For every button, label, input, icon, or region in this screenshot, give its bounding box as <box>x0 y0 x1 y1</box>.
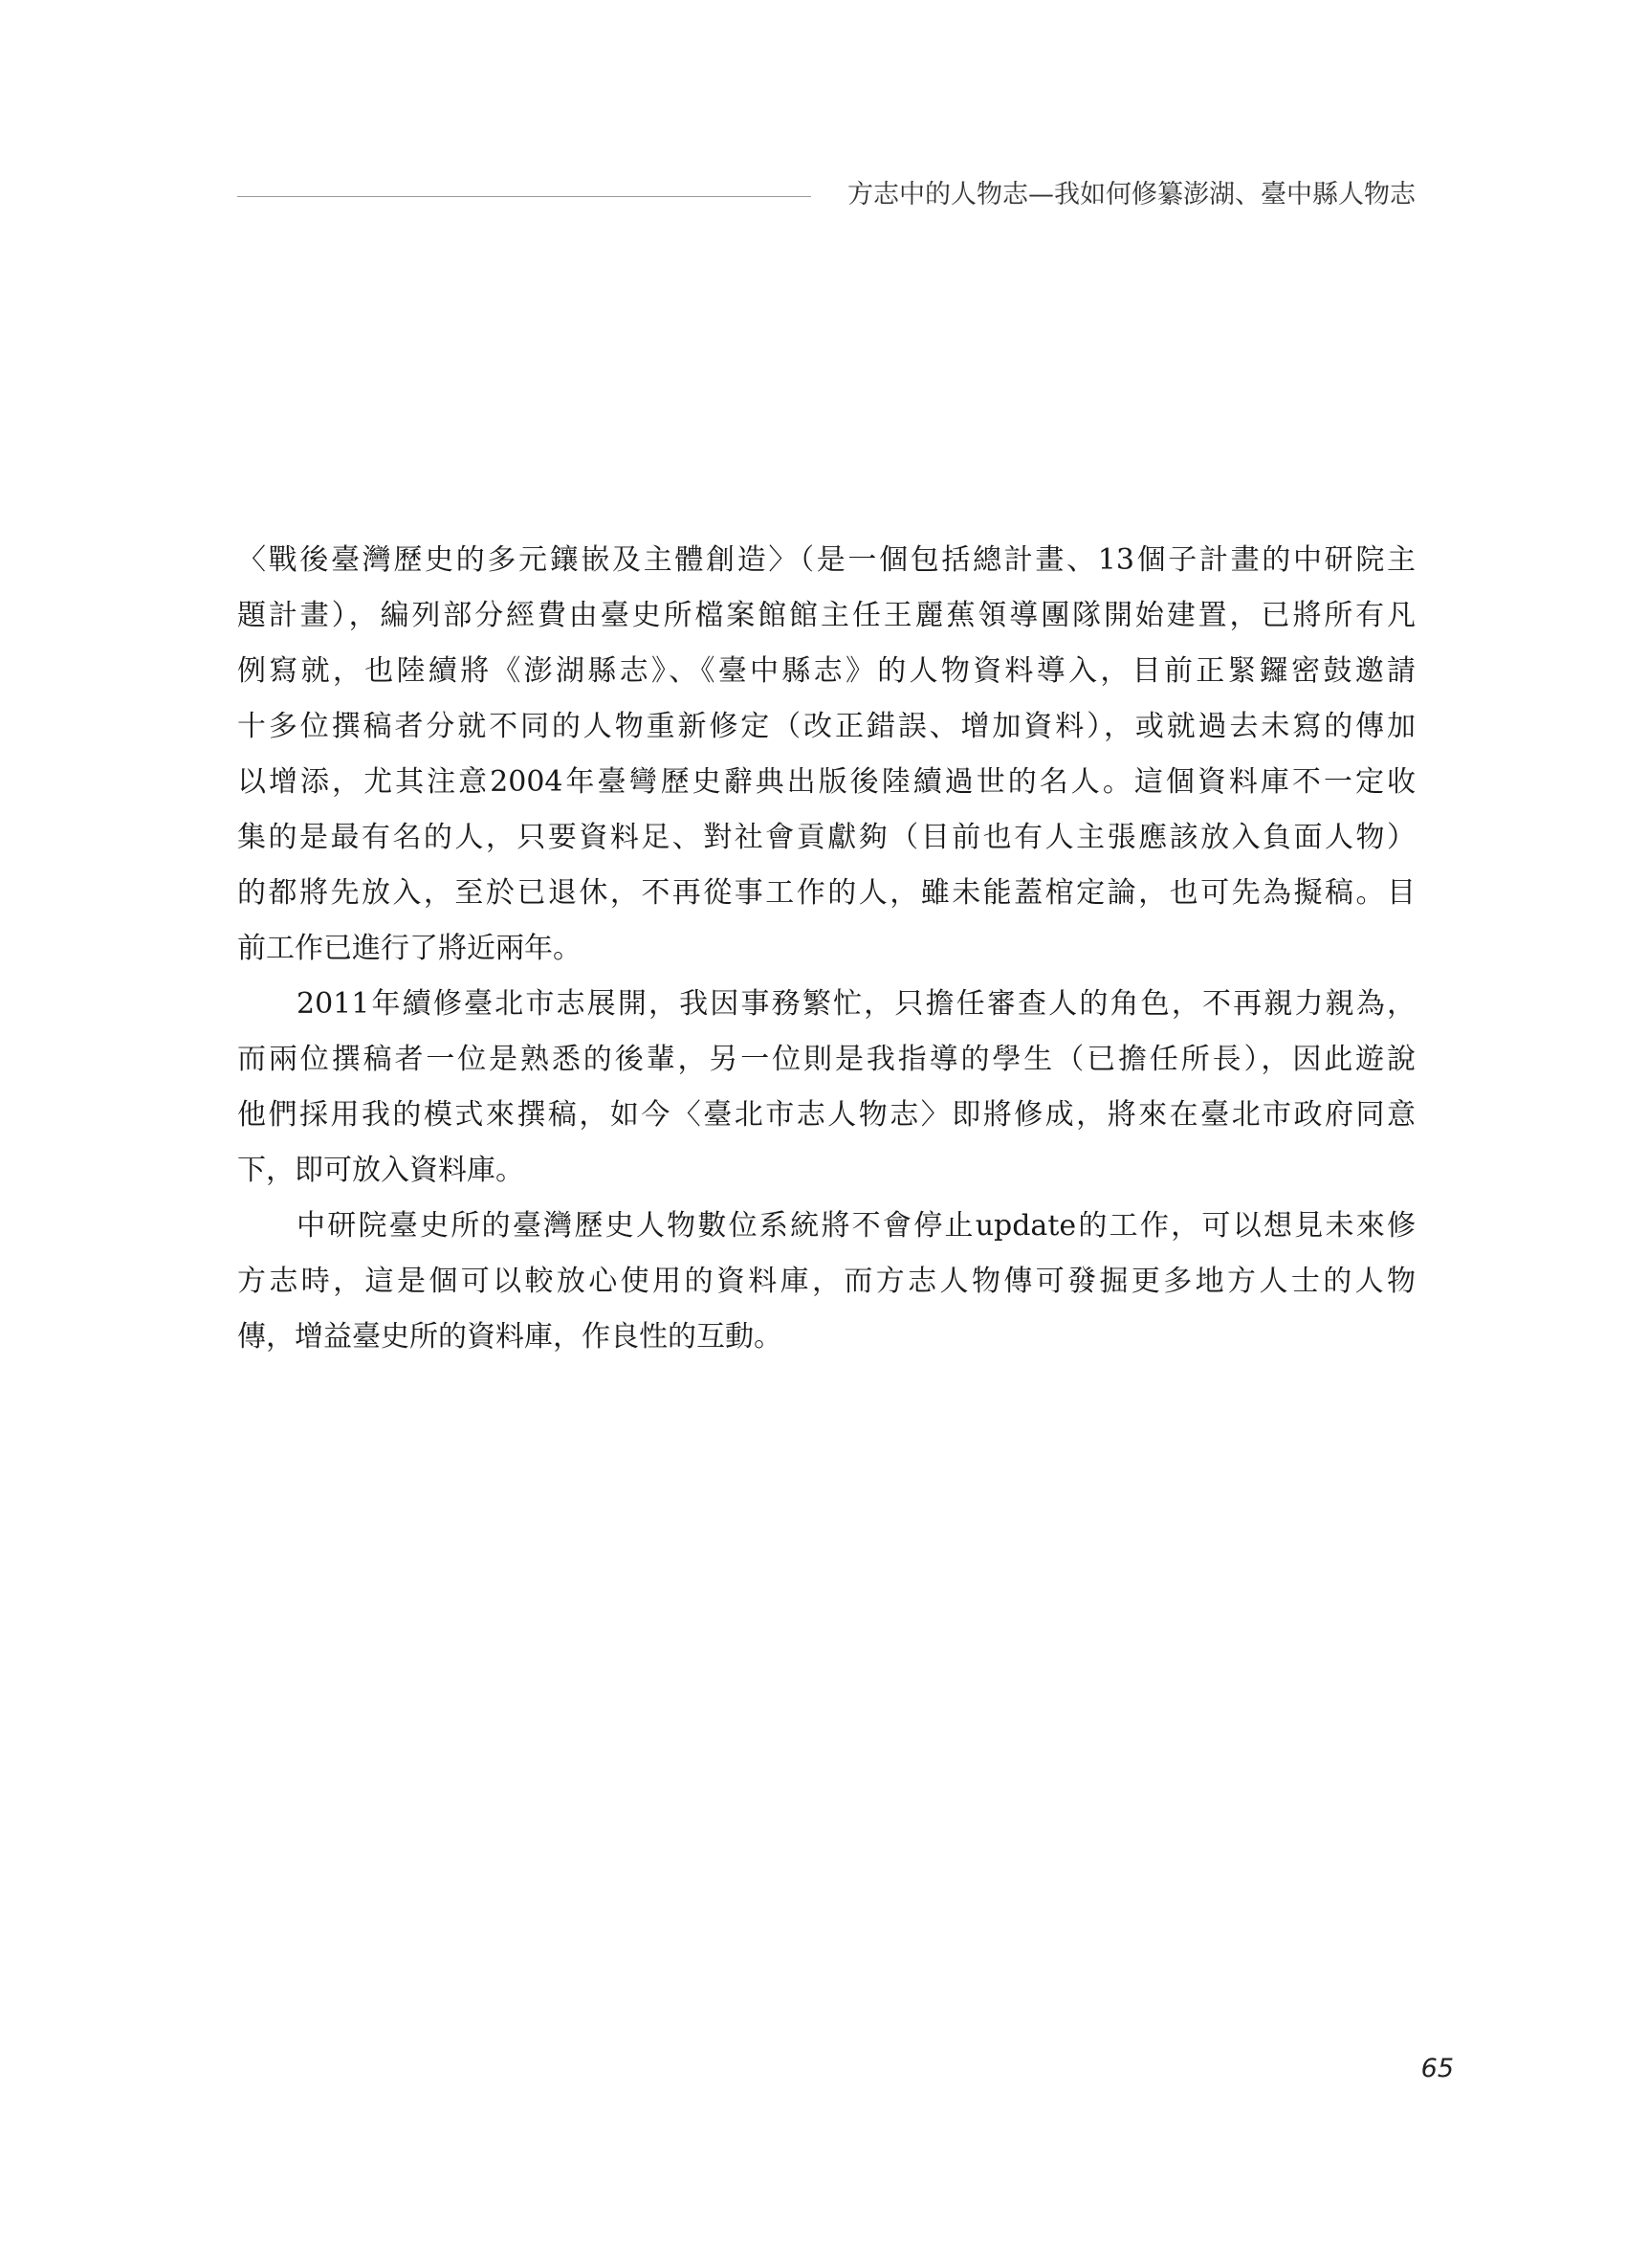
paragraph-line: 傳，增益臺史所的資料庫，作良性的互動。 <box>237 1320 782 1354</box>
page-number: 65 <box>1420 2054 1454 2083</box>
paragraph-line: 下，即可放入資料庫。 <box>237 1154 524 1187</box>
paragraph-line: 的都將先放入，至於已退休，不再從事工作的人，雖未能蓋棺定論，也可先為擬稿。目 <box>237 876 1416 910</box>
paragraph-line: 前工作已進行了將近兩年。 <box>237 932 582 965</box>
paragraph-line: 方志時，這是個可以較放心使用的資料庫，而方志人物傳可發掘更多地方人士的人物 <box>237 1265 1416 1298</box>
paragraph-1 <box>237 533 1416 977</box>
paragraph-line: 〈戰後臺灣歷史的多元鑲嵌及主體創造〉（是一個包括總計畫、13個子計畫的中研院主 <box>237 543 1416 577</box>
paragraph-line: 中研院臺史所的臺灣歷史人物數位系統將不會停止update的工作，可以想見未來修 <box>297 1209 1416 1243</box>
paragraph-line: 十多位撰稿者分就不同的人物重新修定（改正錯誤、增加資料），或就過去未寫的傳加 <box>237 710 1416 743</box>
paragraph-line: 以增添，尤其注意2004年臺彎歷史辭典出版後陸續過世的名人。這個資料庫不一定收 <box>237 765 1416 799</box>
body-text <box>237 533 1416 1365</box>
paragraph-line: 2011年續修臺北市志展開，我因事務繁忙，只擔任審查人的角色，不再親力親為， <box>297 987 1416 1021</box>
paragraph-3 <box>237 1199 1416 1365</box>
paragraph-line: 而兩位撰稿者一位是熟悉的後輩，另一位則是我指導的學生（已擔任所長），因此遊說 <box>237 1043 1416 1076</box>
paragraph-2 <box>237 977 1416 1199</box>
paragraph-line: 集的是最有名的人，只要資料足、對社會貢獻夠（目前也有人主張應該放入負面人物） <box>237 821 1416 854</box>
running-title: 方志中的人物志—我如何修纂澎湖、臺中縣人物志 <box>847 180 1416 209</box>
header-rule <box>237 196 811 197</box>
paragraph-line: 他們採用我的模式來撰稿，如今〈臺北市志人物志〉即將修成，將來在臺北市政府同意 <box>237 1098 1416 1132</box>
paragraph-line: 例寫就，也陸續將《澎湖縣志》、《臺中縣志》的人物資料導入，目前正緊鑼密鼓邀請 <box>237 654 1416 688</box>
paragraph-line: 題計畫），編列部分經費由臺史所檔案館館主任王麗蕉領導團隊開始建置，已將所有凡 <box>237 599 1416 632</box>
